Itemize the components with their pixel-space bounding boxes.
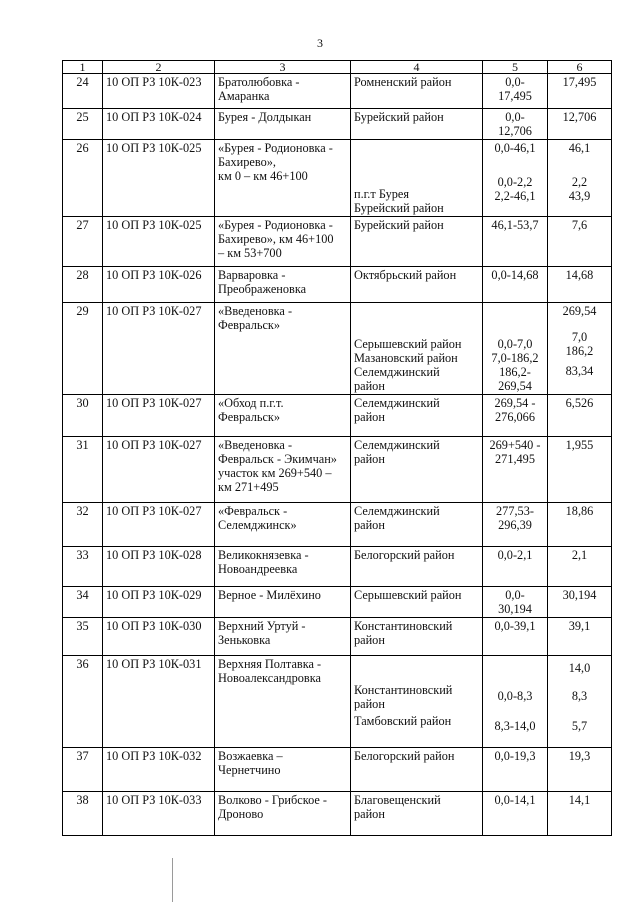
road-code: 10 ОП РЗ 10К-023 xyxy=(103,74,215,109)
column-header: 3 xyxy=(215,61,351,74)
column-header: 4 xyxy=(351,61,483,74)
road-code: 10 ОП РЗ 10К-026 xyxy=(103,267,215,303)
district: п.г.т Бурея Бурейский район xyxy=(351,140,483,217)
table-row xyxy=(63,437,612,503)
length-km: 30,194 xyxy=(548,587,612,618)
row-number: 27 xyxy=(63,217,103,267)
road-name: «Обход п.г.т. Февральск» xyxy=(215,395,351,437)
road-name: Братолюбовка - Амаранка xyxy=(215,74,351,109)
table-row xyxy=(63,656,612,748)
column-header: 2 xyxy=(103,61,215,74)
length-km: 14,0 8,3 5,7 xyxy=(548,656,612,748)
road-name: «Февральск - Селемджинск» xyxy=(215,503,351,547)
km-range: 46,1-53,7 xyxy=(483,217,548,267)
road-code: 10 ОП РЗ 10К-031 xyxy=(103,656,215,748)
km-range: 269+540 - 271,495 xyxy=(483,437,548,503)
table-row xyxy=(63,140,612,217)
km-range: 0,0-2,1 xyxy=(483,547,548,587)
length-km: 269,54 7,0 186,2 83,34 xyxy=(548,303,612,395)
road-code: 10 ОП РЗ 10К-027 xyxy=(103,303,215,395)
length-km: 2,1 xyxy=(548,547,612,587)
length-km: 19,3 xyxy=(548,748,612,792)
row-number: 28 xyxy=(63,267,103,303)
table-row xyxy=(63,748,612,792)
table-row xyxy=(63,217,612,267)
table-row xyxy=(63,503,612,547)
roads-table xyxy=(62,60,612,836)
table-row xyxy=(63,109,612,140)
length-km: 18,86 xyxy=(548,503,612,547)
length-km: 46,1 2,2 43,9 xyxy=(548,140,612,217)
district: Ромненский район xyxy=(351,74,483,109)
road-name: Возжаевка – Чернетчино xyxy=(215,748,351,792)
road-name: «Бурея - Родионовка - Бахирево», км 46+100 – км 53+700 xyxy=(215,217,351,267)
district: Благовещенский район xyxy=(351,792,483,836)
table-row xyxy=(63,792,612,836)
road-name: Верное - Милёхино xyxy=(215,587,351,618)
binding-mark xyxy=(172,858,173,902)
road-name: Верхняя Полтавка - Новоалександровка xyxy=(215,656,351,748)
road-name: Волково - Грибское - Дроново xyxy=(215,792,351,836)
road-code: 10 ОП РЗ 10К-027 xyxy=(103,437,215,503)
row-number: 32 xyxy=(63,503,103,547)
km-range: 269,54 - 276,066 xyxy=(483,395,548,437)
header-row xyxy=(63,61,612,74)
row-number: 25 xyxy=(63,109,103,140)
row-number: 31 xyxy=(63,437,103,503)
length-km: 7,6 xyxy=(548,217,612,267)
road-code: 10 ОП РЗ 10К-025 xyxy=(103,140,215,217)
km-range: 0,0-7,0 7,0-186,2 186,2- 269,54 xyxy=(483,303,548,395)
road-code: 10 ОП РЗ 10К-033 xyxy=(103,792,215,836)
table-row xyxy=(63,395,612,437)
district: Белогорский район xyxy=(351,748,483,792)
length-km: 14,1 xyxy=(548,792,612,836)
district: Серышевский район Мазановский район Селемджинский район xyxy=(351,303,483,395)
km-range: 0,0- 17,495 xyxy=(483,74,548,109)
district: Селемджинский район xyxy=(351,503,483,547)
road-code: 10 ОП РЗ 10К-027 xyxy=(103,503,215,547)
district: Бурейский район xyxy=(351,109,483,140)
table-row xyxy=(63,303,612,395)
km-range: 0,0-14,1 xyxy=(483,792,548,836)
km-range: 0,0-46,1 0,0-2,2 2,2-46,1 xyxy=(483,140,548,217)
km-range: 0,0-39,1 xyxy=(483,618,548,656)
row-number: 36 xyxy=(63,656,103,748)
road-code: 10 ОП РЗ 10К-029 xyxy=(103,587,215,618)
road-code: 10 ОП РЗ 10К-030 xyxy=(103,618,215,656)
district: Белогорский район xyxy=(351,547,483,587)
road-name: Великокнязевка - Новоандреевка xyxy=(215,547,351,587)
row-number: 29 xyxy=(63,303,103,395)
district: Бурейский район xyxy=(351,217,483,267)
row-number: 26 xyxy=(63,140,103,217)
km-range: 277,53- 296,39 xyxy=(483,503,548,547)
road-name: Варваровка - Преображеновка xyxy=(215,267,351,303)
length-km: 1,955 xyxy=(548,437,612,503)
table-row xyxy=(63,618,612,656)
road-name: «Бурея - Родионовка - Бахирево», км 0 – км 46+100 xyxy=(215,140,351,217)
length-km: 17,495 xyxy=(548,74,612,109)
district: Константиновский район xyxy=(351,618,483,656)
row-number: 33 xyxy=(63,547,103,587)
district: Селемджинский район xyxy=(351,437,483,503)
km-range: 0,0- 30,194 xyxy=(483,587,548,618)
km-range: 0,0-8,3 8,3-14,0 xyxy=(483,656,548,748)
row-number: 24 xyxy=(63,74,103,109)
road-code: 10 ОП РЗ 10К-032 xyxy=(103,748,215,792)
table-row xyxy=(63,587,612,618)
length-km: 14,68 xyxy=(548,267,612,303)
road-name: Бурея - Долдыкан xyxy=(215,109,351,140)
district: Константиновский район Тамбовский район xyxy=(351,656,483,748)
table-row xyxy=(63,267,612,303)
road-code: 10 ОП РЗ 10К-028 xyxy=(103,547,215,587)
road-code: 10 ОП РЗ 10К-027 xyxy=(103,395,215,437)
row-number: 38 xyxy=(63,792,103,836)
column-header: 6 xyxy=(548,61,612,74)
road-name: «Введеновка - Февральск» xyxy=(215,303,351,395)
km-range: 0,0-14,68 xyxy=(483,267,548,303)
road-code: 10 ОП РЗ 10К-025 xyxy=(103,217,215,267)
table-row xyxy=(63,74,612,109)
table-row xyxy=(63,547,612,587)
district: Октябрьский район xyxy=(351,267,483,303)
district: Селемджинский район xyxy=(351,395,483,437)
km-range: 0,0- 12,706 xyxy=(483,109,548,140)
km-range: 0,0-19,3 xyxy=(483,748,548,792)
row-number: 34 xyxy=(63,587,103,618)
length-km: 12,706 xyxy=(548,109,612,140)
column-header: 1 xyxy=(63,61,103,74)
road-name: «Введеновка - Февральск - Экимчан» участок км 269+540 – км 271+495 xyxy=(215,437,351,503)
road-code: 10 ОП РЗ 10К-024 xyxy=(103,109,215,140)
row-number: 30 xyxy=(63,395,103,437)
district: Серышевский район xyxy=(351,587,483,618)
road-name: Верхний Уртуй - Зеньковка xyxy=(215,618,351,656)
row-number: 35 xyxy=(63,618,103,656)
length-km: 6,526 xyxy=(548,395,612,437)
length-km: 39,1 xyxy=(548,618,612,656)
column-header: 5 xyxy=(483,61,548,74)
page-number: 3 xyxy=(317,36,323,50)
row-number: 37 xyxy=(63,748,103,792)
